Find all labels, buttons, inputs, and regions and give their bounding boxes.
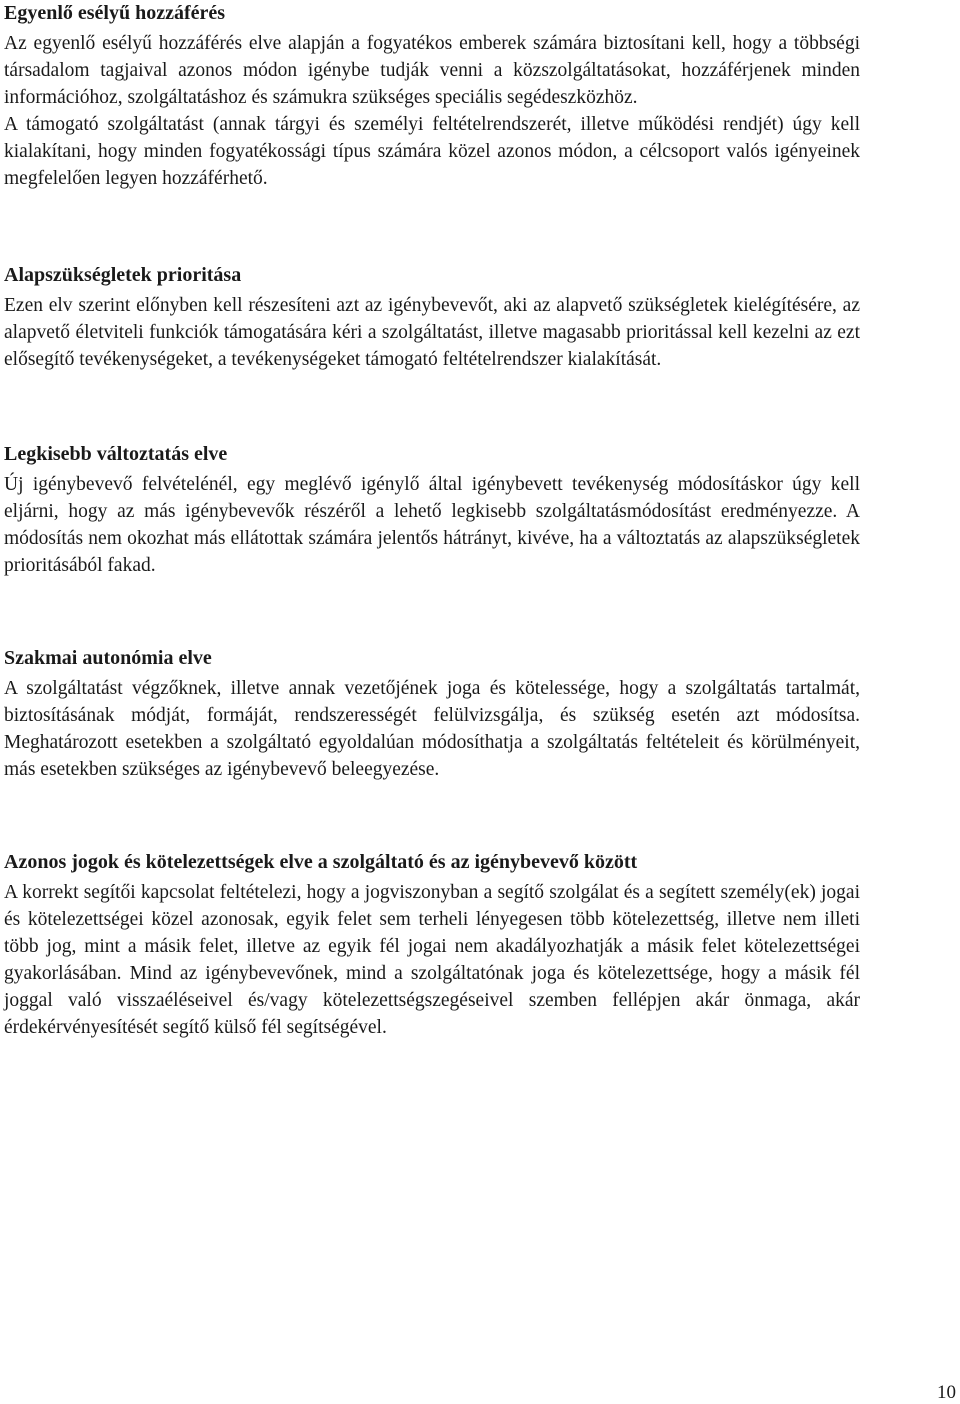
section-paragraph: Az egyenlő esélyű hozzáférés elve alapján a fogyatékos emberek számára biztosítani kell, hogy a többségi társadalom tagjaival azonos módon igénybe tudják venni a közszolgáltatásokat, hozzáférjenek minden információhoz, szolgáltatáshoz és számukra szükséges speciális segédeszközhöz. <box>4 33 860 108</box>
section-paragraph: A korrekt segítői kapcsolat feltételezi, hogy a jogviszonyban a segítő szolgálat és a segített személy(ek) jogai és kötelezettségei közel azonosak, egyik felet sem terheli lényegesen több kötelezettség, illetve nem illeti több jog, mint a másik felet, illetve az egyik fél jogai nem akadályozhatják a másik felet kötelezettségei gyakorlásában. Mind az igénybevevőnek, mind a szolgáltatónak joga és kötelezettsége, hogy a másik fél joggal való visszaéléseivel és/vagy kötelezettségszegéseivel szemben fellépjen akár önmaga, akár érdekérvényesítését segítő külső fél segítségével. <box>4 882 860 1038</box>
section-equal-access <box>4 0 860 192</box>
section-paragraph: Új igénybevevő felvételénél, egy meglévő igénylő által igénybevett tevékenység módosításkor úgy kell eljárni, hogy az más igénybevevők részéről a lehető legkisebb szolgáltatásmódosítást eredményezze. A módosítás nem okozhat más ellátottak számára jelentős hátrányt, kivéve, ha a változtatás az alapszükségletek prioritásából fakad. <box>4 474 860 576</box>
section-paragraph: Ezen elv szerint előnyben kell részesíteni azt az igénybevevőt, aki az alapvető szükségletek kielégítésére, az alapvető életviteli funkciók támogatására kéri a szolgáltatást, illetve magasabb prioritással kell kezelni az ezt elősegítő tevékenységeket, a tevékenységeket támogató feltételrendszer kialakítását. <box>4 295 860 370</box>
section-heading: Alapszükségletek prioritása <box>4 264 242 286</box>
section-heading: Legkisebb változtatás elve <box>4 443 228 465</box>
section-basic-needs-priority <box>4 262 860 373</box>
section-professional-autonomy <box>4 645 860 783</box>
section-paragraph: A támogató szolgáltatást (annak tárgyi és személyi feltételrendszerét, illetve működési rendjét) úgy kell kialakítani, hogy minden fogyatékossági típus számára közel azonos módon, a célcsoport valós igényeinek megfelelően legyen hozzáférhető. <box>4 114 860 189</box>
section-heading: Egyenlő esélyű hozzáférés <box>4 2 226 24</box>
section-heading: Azonos jogok és kötelezettségek elve a szolgáltató és az igénybevevő között <box>4 851 638 873</box>
section-equal-rights <box>4 849 860 1041</box>
section-heading: Szakmai autonómia elve <box>4 647 212 669</box>
section-paragraph: A szolgáltatást végzőknek, illetve annak vezetőjének joga és kötelessége, hogy a szolgáltatás tartalmát, biztosításának módját, formáját, rendszerességét felülvizsgálja, és szükség esetén azt módosítsa. Meghatározott esetekben a szolgáltató egyoldalúan módosíthatja a szolgáltatás feltételeit és körülményeit, más esetekben szükséges az igénybevevő beleegyezése. <box>4 678 860 780</box>
section-least-change <box>4 441 860 579</box>
page-number: 10 <box>937 1382 956 1403</box>
